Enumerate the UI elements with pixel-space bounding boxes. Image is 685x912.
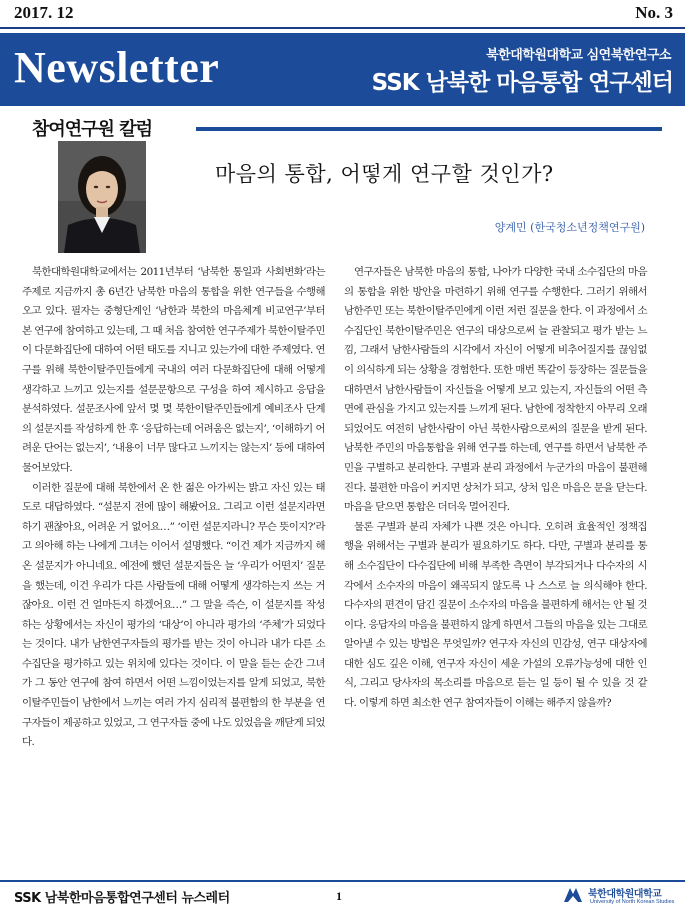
portrait-image — [58, 141, 146, 253]
section-rule — [196, 127, 662, 131]
research-center-name: SSK 남북한 마음통합 연구센터 — [371, 70, 673, 96]
body-paragraph: 북한대학원대학교에서는 2011년부터 ‘남북한 통일과 사회변화’라는 주제로 지금까지 총 6년간 남북한 마음의 통합을 위한 연구들을 수행해오고 있다. 필자는 중형단계인 ‘남한과 북한의 마음체계 비교연구’부터 본 연구에 참여하고 있는데, 그 때 처음 참여한 연구주제가 북한이탈주민이 다문화집단에 대하여 어떤 태도를 지니고 있는가에 대한 주제였다. 연구를 위해 북한이탈주민들에게 국내의 여러 다문화집단에 대해 어떻게 생각하고 느끼고 있는지를 설문문항으로 구성을 하여 제시하고 응답을 분석하였다. 설문조사에 앞서 몇 몇 북한이탈주민들에게 예비조사 단계의 설문지를 작성하게 한 후 ‘응답하는데 어려움은 없는지’, ‘이해하기 어려운 단어는 없는지’, ‘내용이 너무 많다고 느끼지는 않는지’ 등에 대하여 물어보았다. — [22, 266, 325, 474]
footer-university-english: University of North Korean Studies — [590, 899, 675, 905]
issue-date: 2017. 12 — [14, 3, 74, 22]
right-column — [344, 263, 647, 714]
section-heading: 참여연구원 칼럼 — [32, 119, 152, 140]
masthead — [0, 33, 685, 106]
body-paragraph: 연구자들은 남북한 마음의 통합, 나아가 다양한 국내 소수집단의 마음의 통합을 위한 방안을 마련하기 위해 연구를 수행한다. 그러기 위해서 남한주민 또는 북한이탈주민에게 이런 저런 질문을 한다. 이 과정에서 소수집단인 북한이탈주민은 연구의 대상으로써 늘 관찰되고 평가 받는 느낌, 그래서 남한사람들의 시각에서 자신이 어떻게 비추어질지를 끊임없이 의식하게 되는 상황을 경험한다. 또한 매번 똑같이 등장하는 질문들을 대하면서 남한사람들이 자신들을 어떻게 보고 있는지, 자신들의 어떤 측면에 관심을 가지고 있는지를 느끼게 된다. 남한에 정착한지 아무리 오래 되었어도 여전히 남한사람이 아닌 북한사람으로써의 질문을 받게 된다. 남북한 주민의 마음통합을 위해 연구를 하는데, 연구를 하면서 남북한 주민을 구별하고 분리한다. 구별과 분리 과정에서 누군가의 마음이 불편해진다. 불편한 마음이 커지면 상처가 되고, 상처 입은 마음은 문을 닫는다. 마음을 닫으면 통합은 더더욱 멀어진다. — [344, 266, 647, 514]
footer-university-name: 북한대학원대학교 — [588, 889, 662, 900]
top-bar — [0, 0, 685, 26]
top-rule — [0, 27, 685, 29]
footer-title: SSK 남북한마음통합연구센터 뉴스레터 — [14, 891, 230, 906]
body-paragraph: 이러한 질문에 대해 북한에서 온 한 젊은 아가씨는 밝고 자신 있는 태도로 대답하였다. “설문지 전에 많이 해봤어요. 그리고 이런 설문지라면 하기 괜찮아요, 어려운 거 없어요…” ‘이런 설문지라니? 무슨 뜻이지?’라고 의아해 하는 나에게 그녀는 이어서 설명했다. “이건 제가 지금까지 해온 설문지가 아니네요. 예전에 했던 설문지들은 늘 ‘우리가 어떤지’ 질문을 했는데, 이건 우리가 다른 사람들에 대해 어떻게 생각하는지 쓰는 거잖아요. 이런 건 얼마든지 하겠어요…” 그 말을 즉슨, 이 설문지를 작성하는 상황에서는 자신이 평가의 ‘대상’이 아니라 평가의 ‘주체’가 되었다는 것이다. 내가 남한연구자들의 평가를 받는 것이 아니라 내가 다른 소수집단을 평가하고 있는 위치에 있다는 것이다. 이 말을 듣는 순간 그녀가 그 동안 연구에 참여 하면서 어떤 느낌이었는지를 알게 되었고, 북한이탈주민들이 남한에서 느끼는 여러 가지 심리적 불편함의 한 부분을 연구자들이 제공하고 있었고, 그 연구자들 중에 나도 있었음을 깨닫게 되었다. — [22, 481, 325, 749]
article-title: 마음의 통합, 어떻게 연구할 것인가? — [215, 162, 554, 186]
author-photo — [58, 141, 146, 253]
newsletter-title: Newsletter — [14, 43, 220, 92]
issue-number: No. 3 — [635, 3, 673, 22]
left-column — [22, 263, 325, 753]
institute-name: 북한대학원대학교 심연북한연구소 — [486, 48, 671, 63]
page-number: 1 — [336, 889, 342, 903]
author-byline: 양계민 (한국청소년정책연구원) — [494, 221, 645, 234]
body-paragraph: 물론 구별과 분리 자체가 나쁜 것은 아니다. 오히려 효율적인 정책집행을 위해서는 구별과 분리가 필요하기도 하다. 다만, 구별과 분리를 통해 소수집단이 다수집단에 비해 부족한 측면이 부각되거나 다수자의 시각에서 소수자의 마음이 왜곡되지 않도록 나 스스로 늘 의식해야 한다. 다수자의 편견이 담긴 질문이 소수자의 마음을 불편하게 해서는 안 될 것이다. 응답자의 마음을 불편하지 않게 하면서 그들의 마음을 있는 그대로 알아낼 수 있는 방법은 무엇일까? 연구자 자신의 민감성, 연구 대상자에 대한 심도 깊은 이해, 연구자 자신이 세운 가설의 오류가능성에 대한 인식, 그리고 당사자의 목소리를 마음으로 듣는 일 등이 될 수 있을 것 같다. 이렇게 하면 최소한 연구 참여자들이 이해는 해주지 않을까? — [344, 520, 647, 710]
footer-rule — [0, 880, 685, 882]
university-emblem-icon — [562, 884, 584, 906]
